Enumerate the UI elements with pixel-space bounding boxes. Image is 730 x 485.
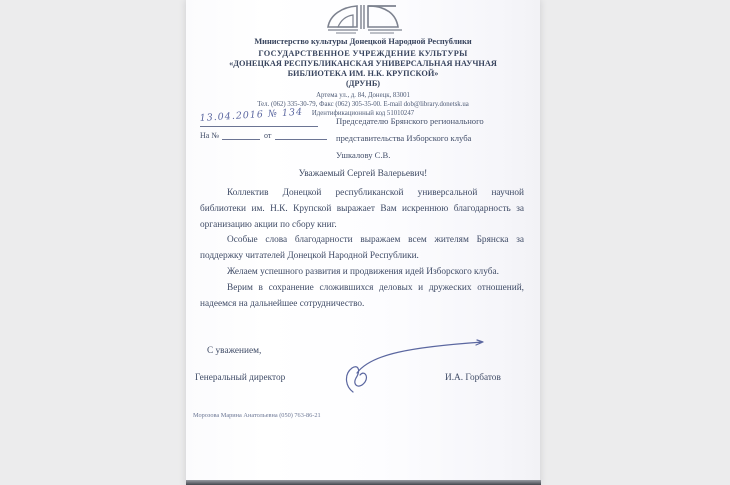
reply-prefix-label: На №: [200, 131, 219, 140]
org-name-line-1: «ДОНЕЦКАЯ РЕСПУБЛИКАНСКАЯ УНИВЕРСАЛЬНАЯ НАУЧНАЯ: [229, 59, 497, 68]
body-paragraph: Желаем успешного развития и продвижения идей Изборского клуба.: [227, 266, 499, 277]
org-abbreviation: (ДРУНБ): [345, 79, 381, 88]
body-paragraph: Коллектив Донецкой республиканской универсальной научной библиотеки им. Н.К. Крупской выражает Вам искреннюю благодарность за организацию акции по сбору книг.: [200, 188, 524, 230]
closing-phrase: С уважением,: [207, 346, 262, 356]
body-paragraph: Особые слова благодарности выражаем всем жителям Брянска за поддержку читателей Донецкой Народной Республики.: [200, 235, 524, 262]
recipient-line-2: представительства Изборского клуба: [336, 133, 472, 143]
org-id-code: Идентификационный код 51010247: [311, 110, 415, 117]
signer-name: И.А. Горбатов: [445, 373, 501, 383]
pen-signature: [311, 330, 496, 402]
reply-from-label: от: [263, 131, 272, 140]
handwritten-date-number: 13.04.2016 № 134: [199, 106, 304, 124]
org-name-line-2: БИБЛИОТЕКА ИМ. Н.К. КРУПСКОЙ»: [287, 69, 439, 78]
org-address: Артема ул., д. 84, Донецк, 83001: [316, 92, 410, 99]
letter-paper: [186, 0, 540, 485]
signer-title: Генеральный директор: [195, 373, 286, 383]
outgoing-reference-block: [199, 106, 335, 140]
body-paragraph: Верим в сохранение сложившихся деловых и дружеских отношений, надеемся на дальнейшее сотрудничество.: [200, 282, 524, 309]
salutation: Уважаемый Сергей Валерьевич!: [298, 169, 428, 179]
outgoing-number-line: [199, 106, 318, 127]
blank-line: [222, 130, 260, 140]
recipient-line-1: Председателю Брянского регионального: [336, 116, 484, 126]
recipient-line-3: Ушкалову С.В.: [336, 150, 391, 160]
incoming-reference-line: [200, 130, 335, 140]
executor-contact: Морозова Марина Анатольевна (050) 763-86-21: [193, 412, 321, 419]
org-contacts: Тел. (062) 335-30-79, Факс (062) 305-35-00. E-mail dob@library.donetsk.ua: [257, 101, 469, 108]
library-logo-icon: [186, 3, 540, 35]
reference-and-recipient-row: [199, 106, 526, 164]
letterhead: [186, 3, 540, 117]
recipient-block: [336, 113, 526, 164]
letter-body: [200, 186, 524, 312]
ministry-line: Министерство культуры Донецкой Народной Республики: [254, 37, 472, 46]
org-type-line: ГОСУДАРСТВЕННОЕ УЧРЕЖДЕНИЕ КУЛЬТУРЫ: [258, 49, 468, 58]
blank-line: [275, 130, 327, 140]
